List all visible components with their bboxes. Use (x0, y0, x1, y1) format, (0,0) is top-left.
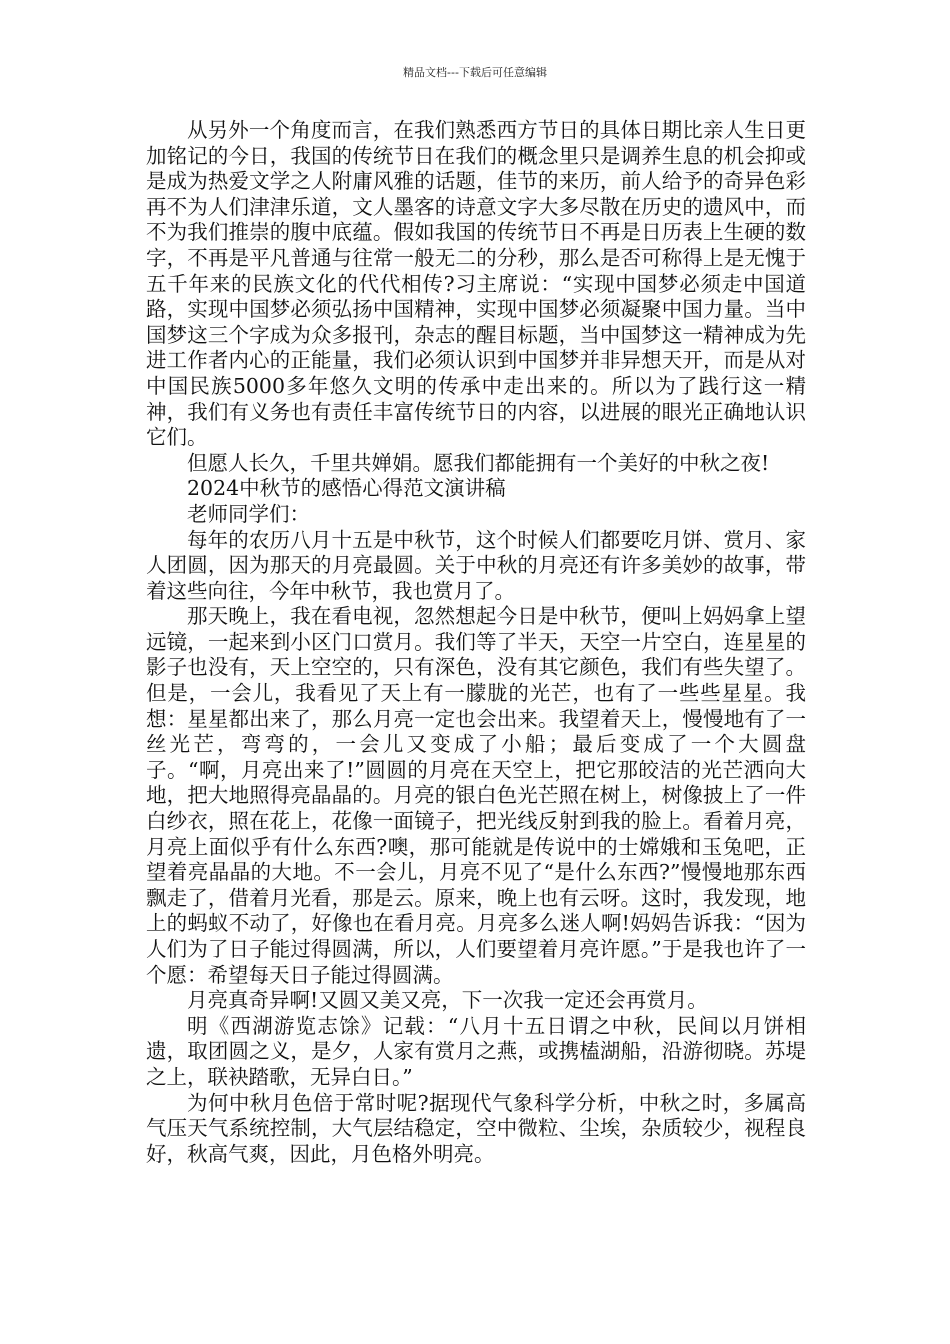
paragraph: 月亮真奇异啊!又圆又美又亮，下一次我一定还会再赏月。 (187, 988, 708, 1013)
page-header: 精品文档---下载后可任意编辑 (403, 66, 547, 79)
paragraph: 每年的农历八月十五是中秋节，这个时候人们都要吃月饼、赏月、家人团圆，因为那天的月亮最圆。关于中秋的月亮还有许多美妙的故事，带着这些向往，今年中秋节，我也赏月了。 (146, 527, 806, 603)
document-body (146, 118, 806, 1167)
paragraph: 明《西湖游览志馀》记载：“八月十五日谓之中秋，民间以月饼相遗，取团圆之义，是夕，人家有赏月之燕，或携榼湖船，沿游彻晓。苏堤之上，联袂踏歌，无异白日。” (146, 1013, 806, 1089)
paragraph: 从另外一个角度而言，在我们熟悉西方节日的具体日期比亲人生日更加铭记的今日，我国的传统节日在我们的概念里只是调养生息的机会抑或是成为热爱文学之人附庸风雅的话题，佳节的来历，前人给予的奇异色彩再不为人们津津乐道，文人墨客的诗意文字大多尽散在历史的遗风中，而不为我们推崇的腹中底蕴。假如我国的传统节日不再是日历表上生硬的数字，不再是平凡普通与往常一般无二的分秒，那么是否可称得上是无愧于五千年来的民族文化的代代相传?习主席说：“实现中国梦必须走中国道路，实现中国梦必须弘扬中国精神，实现中国梦必须凝聚中国力量。当中国梦这三个字成为众多报刊，杂志的醒目标题，当中国梦这一精神成为先进工作者内心的正能量，我们必须认识到中国梦并非异想天开，而是从对中国民族5000多年悠久文明的传承中走出来的。所以为了践行这一精神，我们有义务也有责任丰富传统节日的内容，以进展的眼光正确地认识它们。 (146, 118, 806, 450)
section-title: 2024中秋节的感悟心得范文演讲稿 (187, 476, 506, 501)
paragraph: 那天晚上，我在看电视，忽然想起今日是中秋节，便叫上妈妈拿上望远镜，一起来到小区门口赏月。我们等了半天，天空一片空白，连星星的影子也没有，天上空空的，只有深色，没有其它颜色，我们有些失望了。但是，一会儿，我看见了天上有一朦胧的光芒，也有了一些些星星。我想：星星都出来了，那么月亮一定也会出来。我望着天上，慢慢地有了一丝光芒，弯弯的，一会儿又变成了小船；最后变成了一个大圆盘子。“啊，月亮出来了!”圆圆的月亮在天空上，把它那皎洁的光芒洒向大地，把大地照得亮晶晶的。月亮的银白色光芒照在树上，树像披上了一件白纱衣，照在花上，花像一面镜子，把光线反射到我的脸上。看着月亮，月亮上面似乎有什么东西?噢，那可能就是传说中的士嫦娥和玉兔吧，正望着亮晶晶的大地。不一会儿，月亮不见了“是什么东西?”慢慢地那东西飘走了，借着月光看，那是云。原来，晚上也有云呀。这时，我发现，地上的蚂蚁不动了，好像也在看月亮。月亮多么迷人啊!妈妈告诉我：“因为人们为了日子能过得圆满，所以，人们要望着月亮许愿。”于是我也许了一个愿：希望每天日子能过得圆满。 (146, 604, 806, 987)
salutation: 老师同学们： (187, 501, 310, 526)
paragraph: 但愿人长久，千里共婵娟。愿我们都能拥有一个美好的中秋之夜! (187, 450, 770, 475)
paragraph: 为何中秋月色倍于常时呢?据现代气象科学分析，中秋之时，多属高气压天气系统控制，大气层结稳定，空中微粒、尘埃，杂质较少，视程良好，秋高气爽，因此，月色格外明亮。 (146, 1090, 806, 1166)
